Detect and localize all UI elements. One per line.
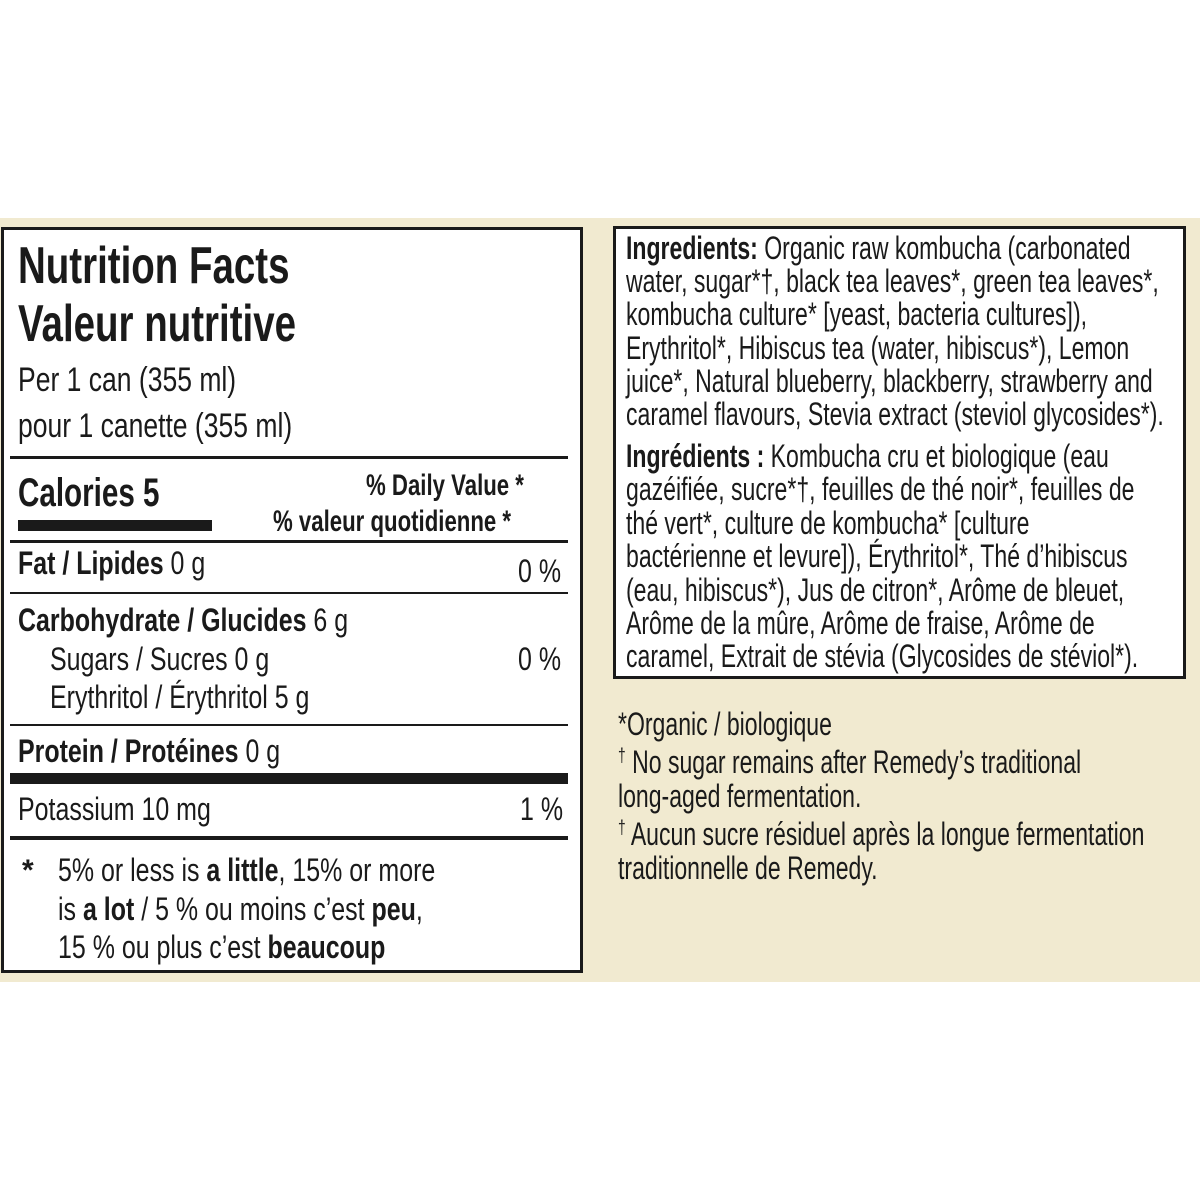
sugars-label: Sugars / Sucres [50,641,228,677]
footnote-text: is [58,891,83,927]
footnote-emphasis: beaucoup [267,929,386,965]
footnote-text: 5% or less is [58,852,207,888]
footnote-emphasis: peu [371,891,416,927]
ingredients-en-line-3: kombucha culture* [yeast, bacteria cultures]), [626,296,1088,332]
footnote-emphasis: a lot [82,891,135,927]
ingredients-fr-line-2: gazéifiée, sucre*†, feuilles de thé noir*, feuilles de [626,471,1135,507]
ingredients-en-line-2: water, sugar*†, black tea leaves*, green tea leaves*, [626,263,1159,299]
dagger-mark: † [618,745,626,767]
footnote-line-1 [58,854,435,886]
calories-label: Calories [18,471,135,515]
sugar-note-fr-line-1 [618,818,1144,850]
calories-value: 5 [143,471,160,515]
potassium-amount: 10 mg [141,791,211,827]
footnote-star: * [22,854,34,887]
serving-size-en: Per 1 can (355 ml) [18,361,237,399]
footnote-emphasis: a little [206,852,279,888]
potassium-row [18,793,211,825]
ingredients-en-line-6: caramel flavours, Stevia extract (steviol glycosides*). [626,396,1164,432]
ingredients-en-line-4: Erythritol*, Hibiscus tea (water, hibiscus*), Lemon [626,330,1130,366]
sugar-note-en-line-1 [618,746,1081,778]
footnote-text: / 5 % ou moins c’est [134,891,372,927]
organic-note: *Organic / biologique [618,706,832,742]
sugar-note-en-line-2: long-aged fermentation. [618,778,862,814]
potassium-label: Potassium [18,791,135,827]
rule-above-footnote [10,836,568,840]
daily-value-header-en: % Daily Value * [366,469,524,502]
fat-label: Fat / Lipides [18,545,164,581]
protein-row [18,735,280,767]
carbohydrate-row [18,604,348,636]
calories-row [18,473,160,513]
ingredients-en-label: Ingredients: [626,230,758,266]
footnote-text: 15 % ou plus c’est [58,929,268,965]
carbohydrate-amount: 6 g [313,602,349,638]
dagger-mark: † [618,817,626,839]
ingredients-fr-label: Ingrédients : [626,438,765,474]
carbohydrate-label: Carbohydrate / Glucides [18,602,307,638]
ingredients-fr-line-6: Arôme de la mûre, Arôme de fraise, Arôme de [626,605,1095,641]
ingredients-en-line-1 [626,232,1131,264]
fat-amount: 0 g [170,545,206,581]
ingredients-fr-line-7: caramel, Extrait de stévia (Glycosides de stéviol*). [626,638,1139,674]
ingredients-fr-line-4: bactérienne et levure]), Érythritol*, Thé d’hibiscus [626,538,1128,574]
rule-under-carbohydrate [10,724,568,726]
ingredients-fr-line-3: thé vert*, culture de kombucha* [culture [626,505,1030,541]
ingredients-fr-line-5: (eau, hibiscus*), Jus de citron*, Arôme de bleuet, [626,572,1125,608]
footnote-line-2 [58,893,423,925]
erythritol-row [50,681,309,713]
sugars-amount: 0 g [234,641,270,677]
protein-amount: 0 g [245,733,281,769]
fat-row [18,547,205,579]
protein-label: Protein / Protéines [18,733,239,769]
footnote-text: , [415,891,423,927]
sugars-row [50,643,269,675]
ingredients-fr-line-1 [626,440,1109,472]
fat-daily-value: 0 % [518,553,562,589]
rule-under-serving [10,456,568,459]
potassium-daily-value: 1 % [520,791,564,827]
rule-under-fat [10,592,568,594]
daily-value-header-fr: % valeur quotidienne * [273,505,512,538]
rule-under-calories [10,540,568,543]
sugar-note-fr-text: Aucun sucre résiduel après la longue fermentation [625,816,1145,852]
ingredients-fr-text: Kombucha cru et biologique (eau [764,438,1109,474]
erythritol-label: Erythritol / Érythritol [50,679,268,715]
footnote-line-3 [58,931,385,963]
sugars-daily-value: 0 % [518,641,562,677]
footnote-text: , 15% or more [278,852,436,888]
sugar-note-en-text: No sugar remains after Remedy’s traditional [625,744,1082,780]
sugar-note-fr-line-2: traditionnelle de Remedy. [618,850,878,886]
thick-rule-above-potassium [10,773,568,784]
ingredients-en-text: Organic raw kombucha (carbonated [757,230,1131,266]
ingredients-en-line-5: juice*, Natural blueberry, blackberry, strawberry and [626,363,1153,399]
serving-size-fr: pour 1 canette (355 ml) [18,407,293,445]
erythritol-amount: 5 g [274,679,310,715]
nutrition-title-fr: Valeur nutritive [18,295,297,353]
calories-bar [18,520,212,531]
nutrition-title-en: Nutrition Facts [18,237,290,295]
